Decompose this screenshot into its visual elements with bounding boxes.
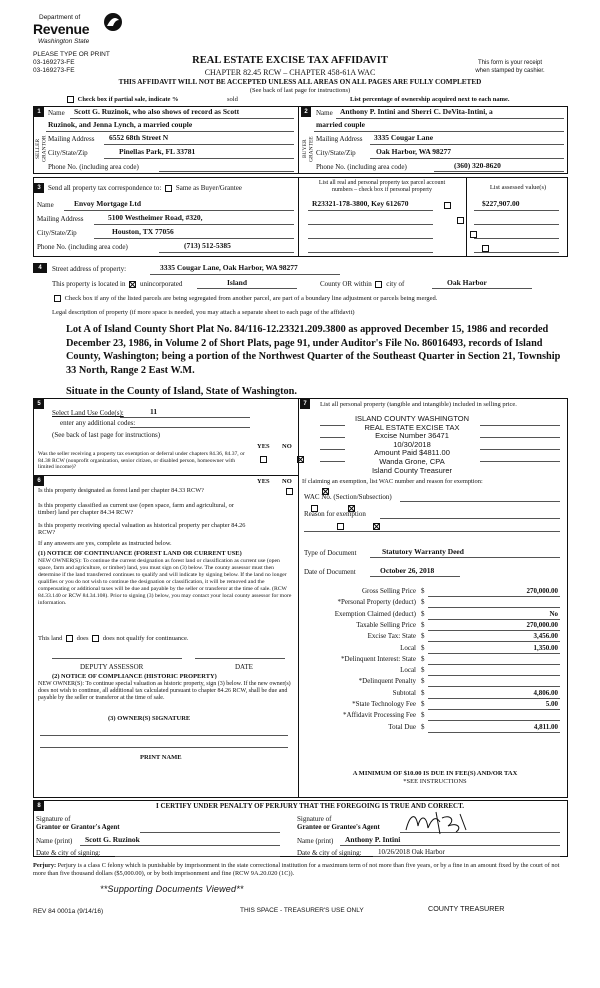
same-as-buyer-checkbox[interactable] bbox=[165, 185, 172, 192]
fee-value[interactable]: No bbox=[549, 609, 558, 618]
county-treasurer: COUNTY TREASURER bbox=[428, 904, 505, 913]
corr-mailing[interactable]: 5100 Westheimer Road, #320, bbox=[108, 213, 203, 222]
partial-sale-checkbox[interactable] bbox=[67, 96, 74, 103]
dor-logo bbox=[33, 12, 123, 46]
forest-yes-checkbox[interactable] bbox=[286, 488, 293, 495]
city-value[interactable]: Oak Harbor bbox=[447, 278, 487, 287]
seller-city[interactable]: Pinellas Park, FL 33781 bbox=[119, 147, 196, 156]
county-value[interactable]: Island bbox=[227, 278, 248, 287]
buyer-phone[interactable]: (360) 320-8620 bbox=[454, 161, 501, 170]
stamp-line-3: Excise Number 36471 bbox=[375, 431, 449, 441]
deputy-assessor-label: DEPUTY ASSESSOR bbox=[80, 663, 144, 671]
stamp-line-4: 10/30/2018 bbox=[393, 439, 431, 449]
corr-city[interactable]: Houston, TX 77056 bbox=[112, 227, 174, 236]
grantee-sig-label-2: Grantee or Grantee's Agent bbox=[297, 823, 380, 831]
buyer-mailing[interactable]: 3335 Cougar Lane bbox=[374, 133, 434, 142]
section-1-number: 1 bbox=[34, 107, 44, 117]
location-row bbox=[52, 280, 552, 288]
section-2-number: 2 bbox=[301, 107, 311, 117]
corr-city-label: City/State/Zip bbox=[37, 229, 77, 237]
fee-dollar-sign: $ bbox=[421, 632, 425, 641]
owner-signature-label: (3) OWNER(S) SIGNATURE bbox=[108, 715, 191, 722]
fee-underline bbox=[428, 709, 560, 710]
grantor-sig-label-2: Grantor or Grantor's Agent bbox=[36, 823, 120, 831]
seller-city-label: City/State/Zip bbox=[48, 149, 88, 157]
assessed-header: List assessed value(s) bbox=[489, 184, 547, 191]
correspondence-text: Send all property tax correspondence to: bbox=[48, 184, 162, 192]
perjury-notice bbox=[33, 862, 568, 877]
supporting-docs-note: **Supporting Documents Viewed** bbox=[100, 884, 244, 894]
fee-underline bbox=[428, 641, 560, 642]
grantee-name[interactable]: Anthony P. Intini bbox=[345, 835, 401, 844]
fee-dollar-sign: $ bbox=[421, 620, 425, 629]
seller-vertical-label: SELLER GRANTOR bbox=[35, 135, 48, 163]
city-of-checkbox[interactable] bbox=[375, 281, 382, 288]
grantor-date-label: Date & city of signing: bbox=[36, 849, 101, 857]
deputy-date-label: DATE bbox=[235, 663, 253, 671]
fee-dollar-sign: $ bbox=[421, 598, 425, 607]
s5-exempt-no-checkbox[interactable] bbox=[297, 456, 304, 463]
receipt-note-1: This form is your receipt bbox=[477, 60, 543, 66]
seller-name-line1[interactable]: Scott G. Ruzinok, who also shows of record as Scott bbox=[74, 107, 240, 116]
parcel-2-personal-checkbox[interactable] bbox=[457, 217, 464, 224]
segregated-row bbox=[52, 295, 562, 302]
stamp-line-5: Amount Paid $4811.00 bbox=[374, 448, 450, 458]
parcels-header-2: numbers – check box if personal property bbox=[332, 187, 432, 193]
logo-dept-line2: Revenue bbox=[33, 21, 90, 37]
corr-mailing-label: Mailing Address bbox=[37, 215, 84, 223]
fee-label: *Personal Property (deduct) bbox=[337, 598, 416, 607]
stamp-line-7: Island County Treasurer bbox=[371, 465, 453, 475]
form-subtitle: CHAPTER 82.45 RCW – CHAPTER 458-61A WAC bbox=[204, 68, 376, 77]
form-title: REAL ESTATE EXCISE TAX AFFIDAVIT bbox=[192, 55, 388, 66]
fee-label: Subtotal bbox=[392, 688, 416, 697]
fee-dollar-sign: $ bbox=[421, 688, 425, 697]
seller-buyer-section bbox=[33, 106, 568, 174]
legal-label: Legal description of property (if more space is needed, you may attach a separate sheet to each page of the affidavit) bbox=[52, 309, 355, 316]
fee-underline bbox=[428, 607, 560, 608]
partial-sale-label: Check box if partial sale, indicate % bbox=[77, 96, 179, 103]
fee-label: *Delinquent Interest: State bbox=[340, 654, 416, 663]
grantee-sig-label-1: Signature of bbox=[297, 815, 332, 823]
fee-dollar-sign: $ bbox=[421, 609, 425, 618]
fee-dollar-sign: $ bbox=[421, 700, 425, 708]
corr-phone[interactable]: (713) 512-5385 bbox=[184, 241, 231, 250]
located-in-text: This property is located in bbox=[52, 280, 126, 288]
parcel-1[interactable]: R23321-178-3800, Key 612670 bbox=[312, 199, 409, 208]
seller-name-label: Name bbox=[48, 109, 65, 117]
section-8-number: 8 bbox=[34, 801, 44, 811]
form-code-2: 03-169273-FE bbox=[33, 67, 75, 74]
partial-sale-sold: sold bbox=[227, 96, 238, 103]
fee-dollar-sign: $ bbox=[421, 666, 425, 675]
fee-label: *Delinquent Penalty bbox=[358, 677, 416, 686]
doc-date[interactable]: October 26, 2018 bbox=[380, 566, 435, 575]
stamp-line-6: Wanda Grone, CPA bbox=[379, 456, 445, 466]
section-3-number: 3 bbox=[34, 183, 44, 193]
see-instructions: *SEE INSTRUCTIONS bbox=[403, 778, 467, 785]
fee-underline bbox=[428, 664, 560, 665]
treasurer-stamp bbox=[352, 415, 472, 475]
doc-date-label: Date of Document bbox=[304, 568, 356, 576]
fee-value[interactable]: 4,806.00 bbox=[533, 688, 558, 697]
forest-question: Is this property designated as forest land per chapter 84.33 RCW? bbox=[38, 487, 204, 494]
fee-label: Total Due bbox=[388, 722, 416, 731]
stamp-line-2: REAL ESTATE EXCISE TAX bbox=[364, 422, 460, 432]
within-group bbox=[320, 280, 404, 288]
fee-dollar-sign: $ bbox=[421, 654, 425, 663]
fee-label: *State Technology Fee bbox=[352, 700, 416, 708]
s5-no-header: NO bbox=[282, 443, 292, 450]
corr-phone-label: Phone No. (including area code) bbox=[37, 243, 128, 251]
segregated-checkbox[interactable] bbox=[54, 295, 61, 302]
seller-mailing[interactable]: 6552 68th Street N bbox=[109, 133, 169, 142]
fee-label: Local bbox=[400, 643, 416, 652]
s6-yes-header: YES bbox=[257, 478, 270, 485]
grantee-date[interactable]: 10/26/2018 Oak Harbor bbox=[378, 848, 445, 856]
same-as-buyer-text: Same as Buyer/Grantee bbox=[175, 184, 242, 192]
does-checkbox[interactable] bbox=[66, 635, 73, 642]
buyer-city[interactable]: Oak Harbor, WA 98277 bbox=[376, 147, 452, 156]
s5-yes-header: YES bbox=[257, 443, 270, 450]
fee-underline bbox=[428, 720, 560, 721]
please-type: PLEASE TYPE OR PRINT bbox=[33, 51, 110, 58]
fee-dollar-sign: $ bbox=[421, 643, 425, 652]
assessed-1[interactable]: $227,907.00 bbox=[482, 199, 520, 208]
doc-type[interactable]: Statutory Warranty Deed bbox=[382, 547, 464, 556]
buyer-name-line2[interactable]: married couple bbox=[316, 120, 365, 129]
fee-underline bbox=[428, 686, 560, 687]
fee-value[interactable]: 4,811.00 bbox=[533, 722, 558, 731]
buyer-phone-label: Phone No. (including area code) bbox=[316, 163, 407, 171]
current-use-question: Is this property classified as current use (open space, farm and agricultural, or timber) land per chapter 84.34 RCW? bbox=[38, 502, 234, 516]
revision-code: REV 84 0001a (9/14/16) bbox=[33, 908, 104, 915]
segregated-text: Check box if any of the listed parcels are being segregated from another parcel, are part of a boundary line adjustment or parcels being merged. bbox=[64, 295, 438, 302]
unincorporated-checkbox[interactable] bbox=[129, 281, 136, 288]
parcel-1-personal-checkbox[interactable] bbox=[444, 202, 451, 209]
unincorporated-text: unincorporated bbox=[139, 280, 183, 288]
property-street[interactable]: 3335 Cougar Lane, Oak Harbor, WA 98277 bbox=[160, 263, 298, 272]
tax-correspondence-section bbox=[33, 177, 568, 257]
parcel-4-personal-checkbox[interactable] bbox=[482, 245, 489, 252]
this-land-row bbox=[38, 635, 189, 642]
s5-exempt-yes-checkbox[interactable] bbox=[260, 456, 267, 463]
certify-statement: I CERTIFY UNDER PENALTY OF PERJURY THAT THE FOREGOING IS TRUE AND CORRECT. bbox=[155, 802, 464, 810]
see-back-instructions: (See back of last page for instructions) bbox=[249, 87, 351, 94]
fee-dollar-sign: $ bbox=[421, 587, 425, 595]
s6-no-header: NO bbox=[282, 478, 292, 485]
grantor-name[interactable]: Scott G. Ruzinok bbox=[85, 835, 140, 844]
buyer-mailing-label: Mailing Address bbox=[316, 135, 363, 143]
fee-value[interactable]: 5.00 bbox=[545, 700, 558, 708]
section-6-number: 6 bbox=[34, 476, 44, 486]
minimum-note: A MINIMUM OF $10.00 IS DUE IN FEE(S) AND/OR TAX bbox=[352, 770, 518, 777]
grantee-name-label: Name (print) bbox=[297, 837, 334, 845]
section-5-number: 5 bbox=[34, 399, 44, 409]
corr-name[interactable]: Envoy Mortgage Ltd bbox=[74, 199, 142, 208]
additional-codes-label: enter any additional codes: bbox=[60, 419, 136, 427]
seller-name-line2[interactable]: Ruzinok, and Jenna Lynch, a married couple bbox=[48, 120, 193, 129]
dor-logo-icon bbox=[103, 12, 123, 36]
notice2-title: (2) NOTICE OF COMPLIANCE (HISTORIC PROPERTY) bbox=[52, 673, 217, 680]
fee-underline bbox=[428, 630, 560, 631]
seller-mailing-label: Mailing Address bbox=[48, 135, 95, 143]
grantee-signature-graphic bbox=[400, 808, 480, 836]
situate-line[interactable]: Situate in the County of Island, State of Washington. bbox=[66, 386, 297, 397]
logo-dept-line1: Department of bbox=[39, 14, 81, 21]
fee-value[interactable]: 270,000.00 bbox=[526, 620, 558, 629]
fee-label: Local bbox=[400, 666, 416, 675]
special-valuation-question: Is this property receiving special valuation as historical property per chapter 84.26 RCW? bbox=[38, 522, 246, 536]
doc-type-label: Type of Document bbox=[304, 549, 357, 557]
seller-phone-label: Phone No. (including area code) bbox=[48, 163, 139, 171]
land-use-label: Select Land Use Code(s): bbox=[52, 409, 124, 417]
fee-underline bbox=[428, 732, 560, 733]
notice1-body: NEW OWNER(S): To continue the current designation as forest land or classification as current use (open space, farm and agriculture, or timber) land, you must sign on (3) below. The county assessor must then determine if the land transferred continues to qualify and will indicate by signing below. If the land no longer qualifies or you do not wish to continue the designation or classification, it will be removed and the compensating or additional taxes will be due and payable by the seller or transferor at the time of sale. (RCW 84.33.140 or RCW 84.34.108). Prior to signing (3) below, you may contact your local county assessor for more information. bbox=[38, 558, 292, 606]
partial-sale-row bbox=[65, 96, 545, 103]
notice1-title: (1) NOTICE OF CONTINUANCE (FOREST LAND OR CURRENT USE) bbox=[38, 550, 242, 557]
correspondence-label bbox=[48, 184, 242, 192]
grantee-date-label: Date & city of signing: bbox=[297, 849, 362, 857]
treasurer-use-only: THIS SPACE - TREASURER'S USE ONLY bbox=[240, 907, 364, 914]
form-code-1: 03-169273-FE bbox=[33, 59, 75, 66]
fee-underline bbox=[428, 698, 560, 699]
fee-dollar-sign: $ bbox=[421, 722, 425, 731]
fee-underline bbox=[428, 653, 560, 654]
buyer-vertical-label: BUYER GRANTEE bbox=[302, 136, 315, 162]
receipt-note-2: when stamped by cashier. bbox=[475, 68, 545, 74]
print-name-label: PRINT NAME bbox=[140, 754, 182, 761]
perjury-title: Perjury: bbox=[33, 862, 57, 869]
street-label: Street address of property: bbox=[52, 265, 127, 273]
personal-property-label: List all personal property (tangible and intangible) included in selling price. bbox=[320, 401, 517, 408]
notice2-body: NEW OWNER(S): To continue special valuation as historic property, sign (3) below. If the new owner(s) does not wish to continue, all additional tax calculated pursuant to chapter 84.26 RCW, shall be due and payable by the seller or transferor at the time of sale. bbox=[38, 681, 291, 701]
fee-dollar-sign: $ bbox=[421, 711, 425, 720]
buyer-name-line1[interactable]: Anthony P. Intini and Sherri C. DeVita-Intini, a bbox=[340, 107, 493, 116]
does-not-text: does not qualify for continuance. bbox=[102, 635, 189, 642]
fee-label: Taxable Selling Price bbox=[356, 620, 416, 629]
grantor-sig-label-1: Signature of bbox=[36, 815, 71, 823]
parcels-header-1: List all real and personal property tax parcel account bbox=[318, 180, 446, 186]
fee-dollar-sign: $ bbox=[421, 677, 425, 686]
buyer-city-label: City/State/Zip bbox=[316, 149, 356, 157]
fee-label: Excise Tax: State bbox=[367, 632, 416, 641]
does-not-checkbox[interactable] bbox=[92, 635, 99, 642]
section-4-number: 4 bbox=[33, 263, 47, 273]
parcel-3-personal-checkbox[interactable] bbox=[470, 231, 477, 238]
fee-underline bbox=[428, 596, 560, 597]
fee-value[interactable]: 3,456.00 bbox=[533, 632, 558, 641]
wac-label: WAC No. (Section/Subsection) bbox=[304, 493, 392, 501]
perjury-text: Perjury is a class C felony which is punishable by imprisonment in the state correctional institution for a maximum term of not more than five years, or by a fine in an amount fixed by the court of not more than five thousand dollars ($5,000.00), or by both imprisonment and fine (RCW 9A.20.020 (1C)). bbox=[33, 862, 560, 877]
reason-label: Reason for exemption bbox=[304, 510, 366, 518]
fee-underline bbox=[428, 619, 560, 620]
buyer-name-label: Name bbox=[316, 109, 333, 117]
fee-label: *Affidavit Processing Fee bbox=[343, 711, 416, 720]
logo-dept-line3: Washington State bbox=[38, 38, 90, 45]
fee-underline bbox=[428, 675, 560, 676]
does-text: does bbox=[76, 635, 89, 642]
fee-label: Gross Selling Price bbox=[361, 587, 416, 595]
fee-value[interactable]: 1,350.00 bbox=[533, 643, 558, 652]
special-yes-checkbox[interactable] bbox=[337, 523, 344, 530]
legal-description[interactable]: Lot A of Island County Short Plat No. 84/116-12.23321.209.3800 as approved December 15, 1986 and recorded December 23, 1986, in Volume 2 of Short Plats, page 91, under Auditor's File No. 86016493, records of Island County, Washington; being a portion of the Northwest Quarter of the Southeast Quarter in Section 21, Township 33 North, Range 2 East W.M. bbox=[66, 324, 561, 376]
exemption-question: Was the seller receiving a property tax exemption or deferral under chapters 84.36, 84.37, or 84.38 RCW (nonprofit organization, senior citizen, or disabled person, homeowner with limited income)? bbox=[38, 451, 245, 470]
fee-label: Exemption Claimed (deduct) bbox=[334, 609, 416, 618]
this-land-text: This land bbox=[38, 635, 63, 642]
county-or-text: County OR within bbox=[320, 280, 372, 288]
exemption-note: If claiming an exemption, list WAC number and reason for exemption: bbox=[302, 478, 483, 485]
special-no-checkbox[interactable] bbox=[373, 523, 380, 530]
stamp-line-1: ISLAND COUNTY WASHINGTON bbox=[354, 414, 470, 423]
if-yes-note: If any answers are yes, complete as instructed below. bbox=[38, 540, 172, 547]
ownership-note: List percentage of ownership acquired next to each name. bbox=[350, 96, 510, 103]
fee-value[interactable]: 270,000.00 bbox=[526, 587, 558, 595]
land-use-value[interactable]: 11 bbox=[150, 407, 158, 416]
corr-name-label: Name bbox=[37, 201, 54, 209]
acceptance-warning: THIS AFFIDAVIT WILL NOT BE ACCEPTED UNLESS ALL AREAS ON ALL PAGES ARE FULLY COMPLETED bbox=[118, 78, 482, 86]
grantor-name-label: Name (print) bbox=[36, 837, 73, 845]
s5-see-back: (See back of last page for instructions) bbox=[52, 431, 161, 439]
section-7-number: 7 bbox=[300, 399, 310, 409]
city-of-text: city of bbox=[386, 280, 405, 288]
